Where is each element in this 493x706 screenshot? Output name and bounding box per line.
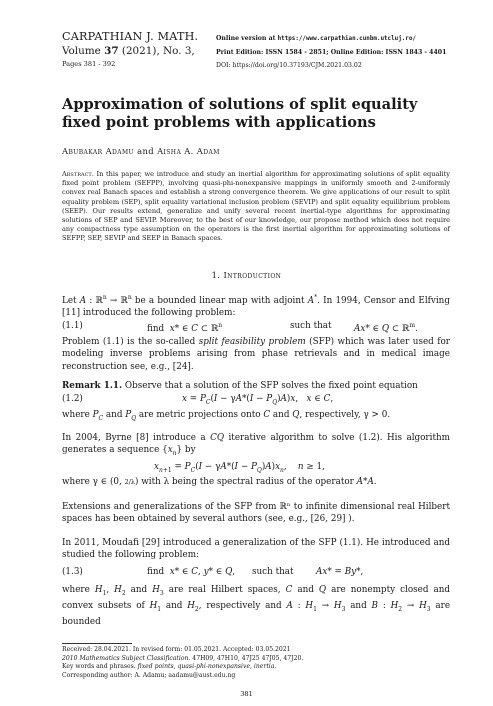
paragraph-byrne: In 2004, Byrne [8] introduce a CQ iterative algorithm to solve (1.2). His algorithm generates a sequence $\{x_n\}$ by <box>62 433 450 458</box>
journal-url[interactable]: https://www.carpathian.cunbm.utcluj.ro/ <box>277 36 416 42</box>
issn-line: Print Edition: ISSN 1584 - 2851; Online Edition: ISSN 1843 - 4401 <box>216 49 447 56</box>
keywords: Key words and phrases. fixed points, quasi-phi-nonexpansive, inertia. <box>62 663 277 671</box>
author-1: Abubakar Adamu <box>62 146 134 156</box>
equation-1-2: (1.2) $x = P_C(I - \gamma A*(I - P_Q)A)x$, x ∈ C, <box>62 394 334 406</box>
msc-classification: 2010 Mathematics Subject Classification. 47H09, 47H10, 47J25 47J05, 47J20. <box>62 654 304 662</box>
section-heading: 1. Introduction <box>211 270 282 280</box>
corresponding-author: Corresponding author: A. Adamu; aadamu@aust.edu.ng <box>62 671 236 679</box>
author-2: Aisha A. Adam <box>157 146 220 156</box>
paragraph-sfp: Problem (1.1) is the so-called split feasibility problem (SFP) which was later used for modeling inverse problems arising from phase retrievals and in medical image reconstruction see, e.g., [24]. <box>62 337 451 372</box>
abstract-text: In this paper, we introduce and study an inertial algorithm for approximating solutions of split equality fixed point problem (SEFPP), involving quasi-phi-nonexpansive mappings in uniformly smooth and 2-uniformly convex real Banach spaces and establish a strong convergence theorem. We give applications of our result to split equality problem (SEP), split equality variational inclusion problem (SEVIP) and split equality equilibrium problem (SEEP). Our results extend, generalize and unify several recent inertial-type algorithms for approximating solutions of SEP and SEVIP. Moreover, to the best of our knowledge, our propose method which does not require any compactness type assumption on the operators is the first inertial algorithm for approximating solutions of SEFPP, SEP, SEVIP and SEEP in Banach spaces. <box>62 170 450 243</box>
equation-1-3: (1.3) find x* ∈ C, y* ∈ Q, such that Ax* = By*, <box>62 567 364 577</box>
page-range: Pages 381 - 392 <box>62 60 116 68</box>
paragraph-moudafi: In 2011, Moudafi [29] introduced a generalization of the SFP (1.1). He introduced and studied the following problem: <box>62 538 450 561</box>
footnote-divider <box>62 643 132 644</box>
remark-1-1: Remark 1.1. Observe that a solution of the SFP solves the fixed point equation <box>62 381 418 391</box>
volume-line: Volume 37 (2021), No. 3, <box>62 45 195 57</box>
paper-title: Approximation of solutions of split equality fixed point problems with applications <box>62 96 418 131</box>
online-version: Online version at https://www.carpathian.cunbm.utcluj.ro/ <box>216 35 416 42</box>
page-number: 381 <box>240 690 253 698</box>
author-connector: and <box>137 146 155 156</box>
abstract-label: Abstract. <box>62 170 94 178</box>
journal-name: CARPATHIAN J. MATH. <box>62 30 199 43</box>
paragraph-extensions: Extensions and generalizations of the SFP from ℝⁿ to infinite dimensional real Hilbert spaces has been obtained by several authors (see, e.g., [26, 29] ). <box>62 502 450 525</box>
equation-cq: $x_{n+1} = P_C(I - \gamma A*(I - P_Q)A)x_n$, n ≥ 1, <box>154 462 325 474</box>
author-line <box>62 146 220 156</box>
doi-line[interactable]: DOI: https://doi.org/10.37193/CJM.2021.03.02 <box>216 62 362 69</box>
paragraph-intro: Let A : ℝ$^n$ → ℝ$^n$ be a bounded linear map with adjoint A*. In 1994, Censor and Elfving [11] introduced the following problem: <box>62 294 450 319</box>
received-dates: Received: 28.04.2021. In revised form: 01.05.2021. Accepted: 03.05.2021 <box>62 646 291 653</box>
journal-header <box>62 30 222 70</box>
footnotes <box>62 646 452 680</box>
paragraph-projections: where $P_C$ and $P_Q$ are metric projections onto C and Q, respectively, γ > 0. <box>62 410 391 422</box>
paragraph-gamma: where γ ∈ (0, 2/λ) with λ being the spectral radius of the operator A*A. <box>62 477 377 487</box>
abstract <box>62 170 450 244</box>
paragraph-hilbert-spaces: where $H_1$, $H_2$ and $H_3$ are real Hilbert spaces, C and Q are nonempty closed and convex subsets of $H_1$ and $H_2$, respectively and A : $H_1 \to H_3$ and B : $H_2 \to H_3$ are bounded <box>62 585 451 628</box>
equation-1-1: (1.1) find x* ∈ C ⊂ ℝ$^n$ such that Ax* ∈ Q ⊂ ℝ$^m$. <box>62 321 418 334</box>
publication-info <box>216 32 476 72</box>
